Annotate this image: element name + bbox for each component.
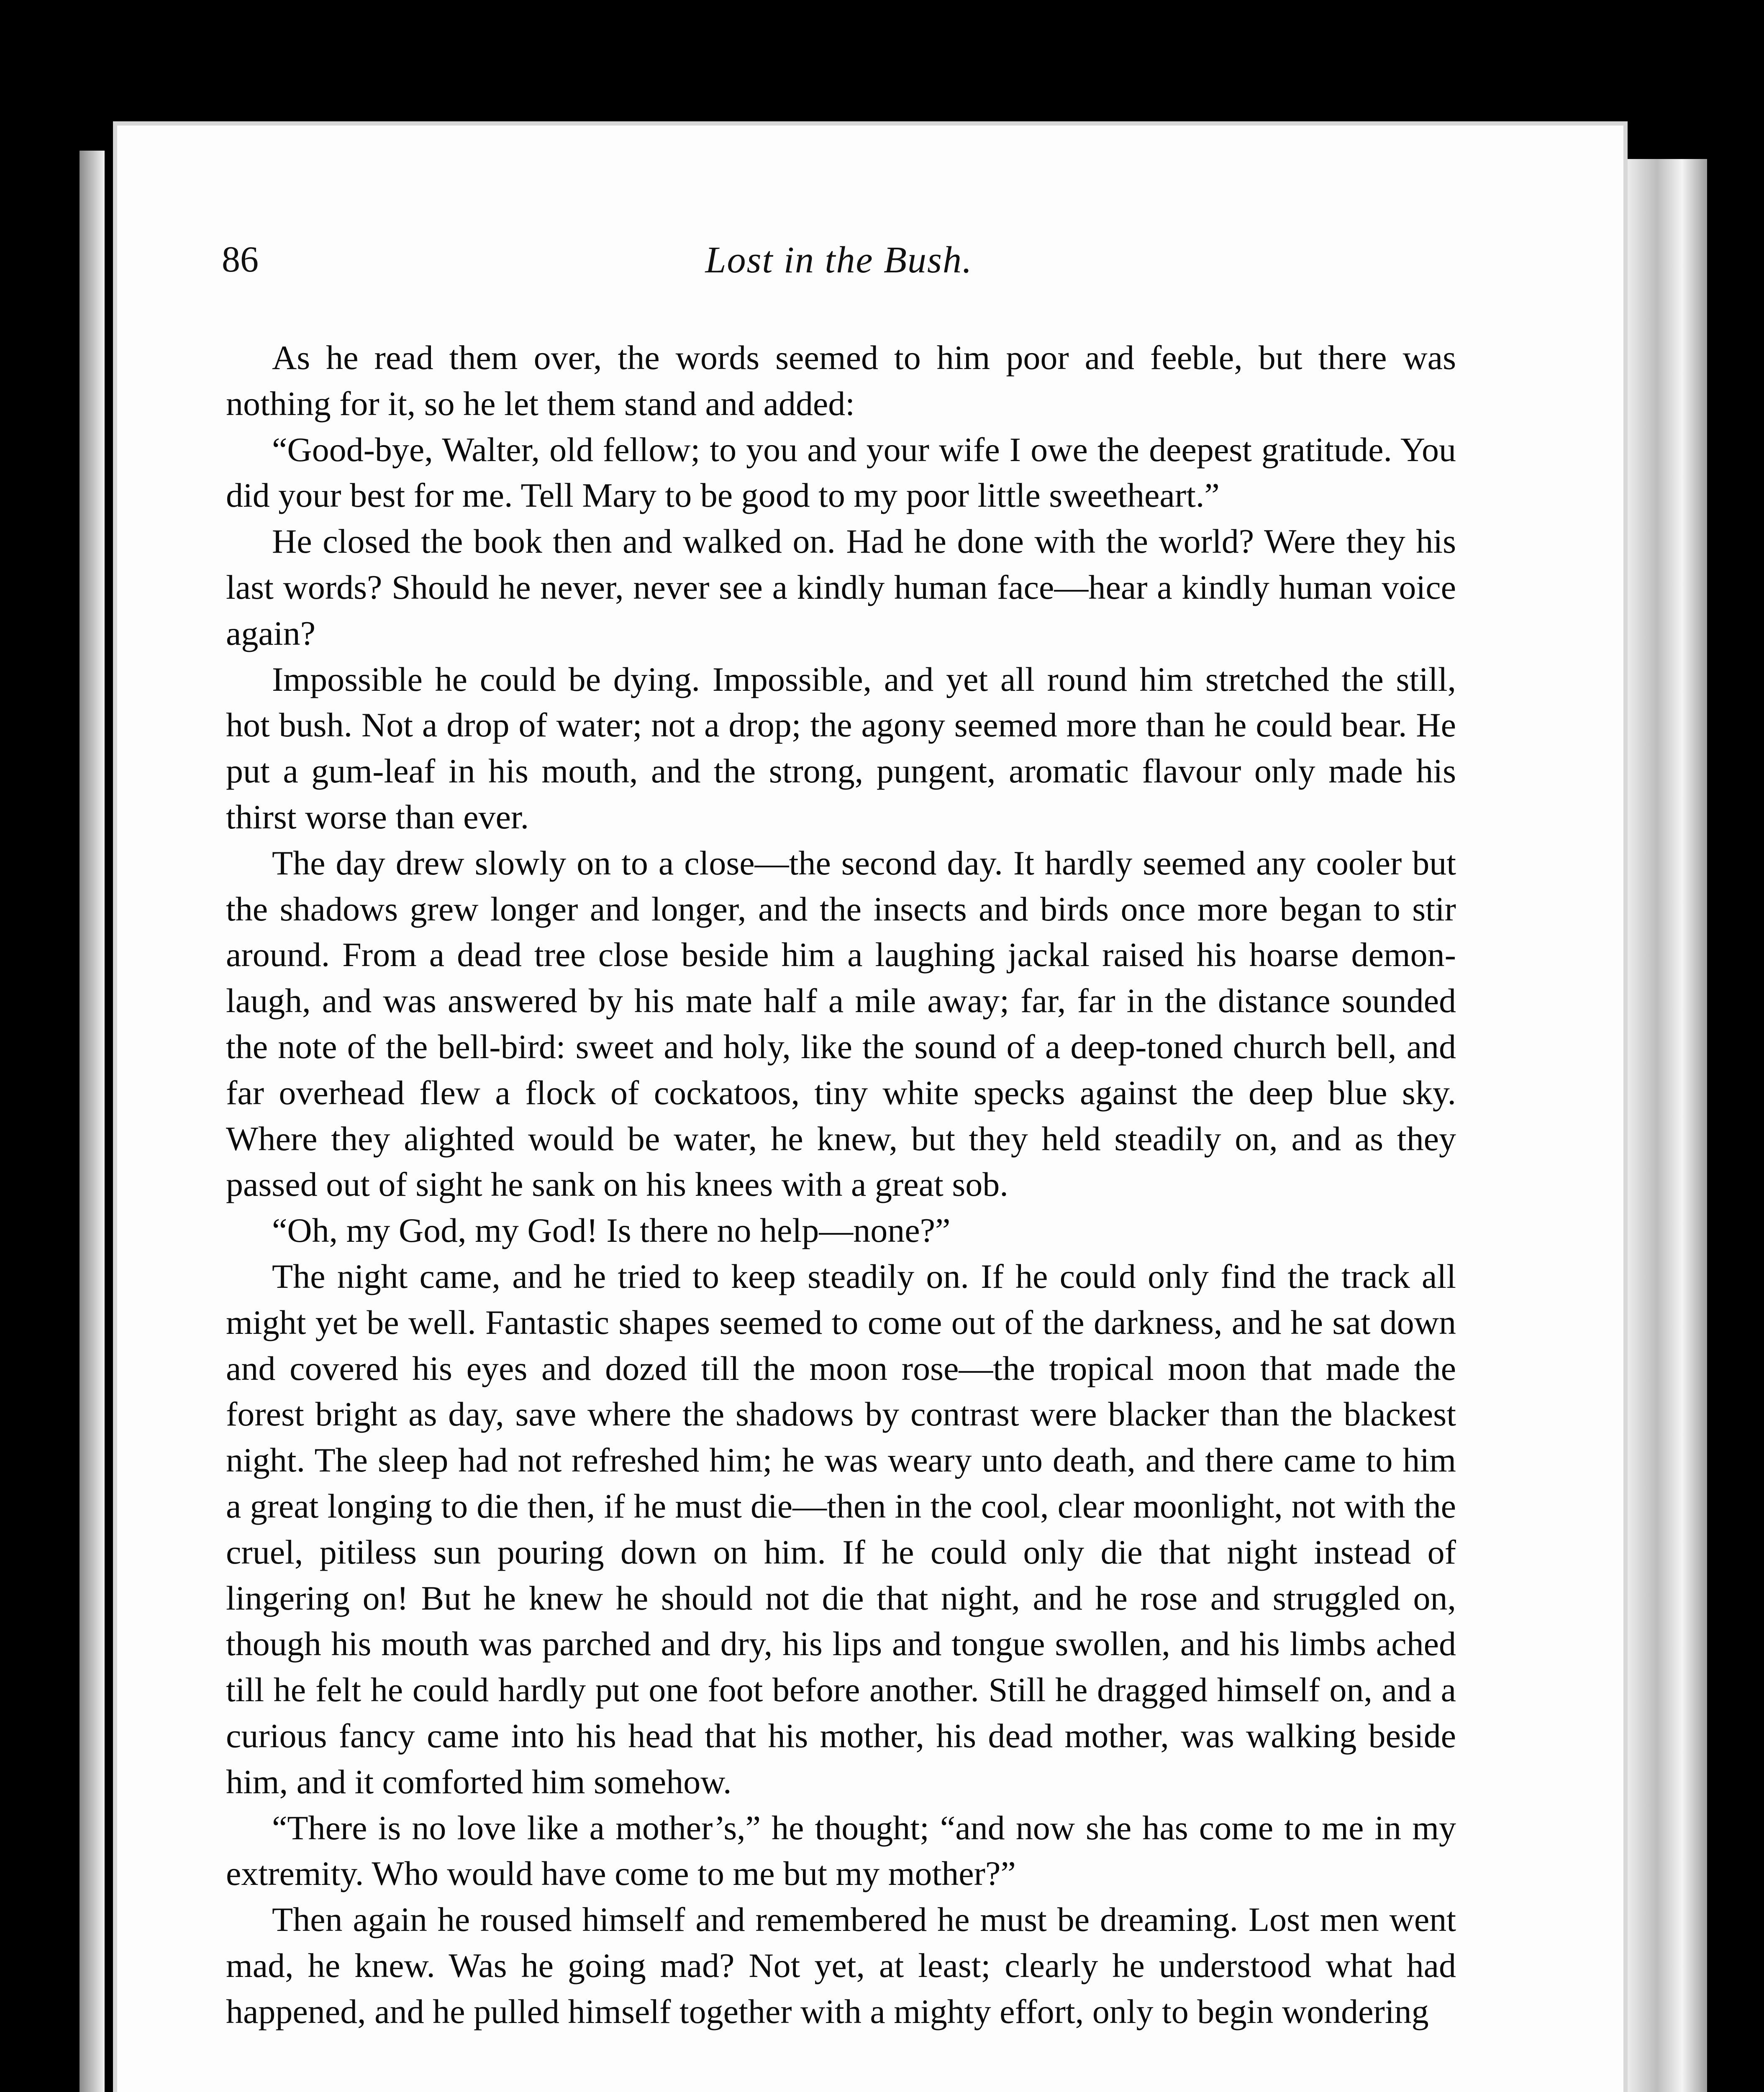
- running-title: Lost in the Bush.: [705, 239, 973, 281]
- paragraph: Then again he roused himself and remembered he must be dreaming. Lost men went mad, he knew. Was he going mad? Not yet, at least; clearly he understood what had happened, and he pulled himself together with a mighty effort, only to begin wondering: [226, 1900, 1456, 2030]
- book-binding-edge: [79, 151, 105, 2092]
- paragraph: Impossible he could be dying. Impossible, and yet all round him stretched the still, hot bush. Not a drop of water; not a drop; the agony seemed more than he could bear. He put a gum-leaf in his mouth, and the strong, pungent, aromatic flavour only made his thirst worse than ever.: [226, 660, 1456, 836]
- adjacent-page-edge: [1623, 159, 1707, 2092]
- body-text: [226, 335, 1456, 2034]
- paragraph: He closed the book then and walked on. Had he done with the world? Were they his last words? Should he never, never see a kindly human face—hear a kindly human voice again?: [226, 522, 1456, 652]
- paragraph: “Good-bye, Walter, old fellow; to you and your wife I owe the deepest gratitude. You did your best for me. Tell Mary to be good to my poor little sweetheart.”: [226, 430, 1456, 515]
- paragraph: The night came, and he tried to keep steadily on. If he could only find the track all might yet be well. Fantastic shapes seemed to come out of the darkness, and he sat down and covered his eyes and dozed till the moon rose—the tropical moon that made the forest bright as day, save where the shadows by contrast were blacker than the blackest night. The sleep had not refreshed him; he was weary unto death, and there came to him a great longing to die then, if he must die—then in the cool, clear moonlight, not with the cruel, pitiless sun pouring down on him. If he could only die that night instead of lingering on! But he knew he should not die that night, and he rose and struggled on, though his mouth was parched and dry, his lips and tongue swollen, and his limbs ached till he felt he could hardly put one foot before another. Still he dragged himself on, and a curious fancy came into his head that his mother, his dead mother, was walking beside him, and it comforted him somehow.: [226, 1257, 1456, 1801]
- page-number: 86: [222, 239, 259, 280]
- paragraph: As he read them over, the words seemed to him poor and feeble, but there was nothing for it, so he let them stand and added:: [226, 338, 1456, 423]
- page-header: [222, 238, 1456, 289]
- paragraph: The day drew slowly on to a close—the second day. It hardly seemed any cooler but the shadows grew longer and longer, and the insects and birds once more began to stir around. From a dead tree close beside him a laughing jackal raised his hoarse demon-laugh, and was answered by his mate half a mile away; far, far in the distance sounded the note of the bell-bird: sweet and holy, like the sound of a deep-toned church bell, and far overhead flew a flock of cockatoos, tiny white specks against the deep blue sky. Where they alighted would be water, he knew, but they held steadily on, and as they passed out of sight he sank on his knees with a great sob.: [226, 843, 1456, 1204]
- paragraph: “There is no love like a mother’s,” he thought; “and now she has come to me in my extremity. Who would have come to me but my mother?”: [226, 1808, 1456, 1893]
- paragraph: “Oh, my God, my God! Is there no help—none?”: [272, 1211, 951, 1250]
